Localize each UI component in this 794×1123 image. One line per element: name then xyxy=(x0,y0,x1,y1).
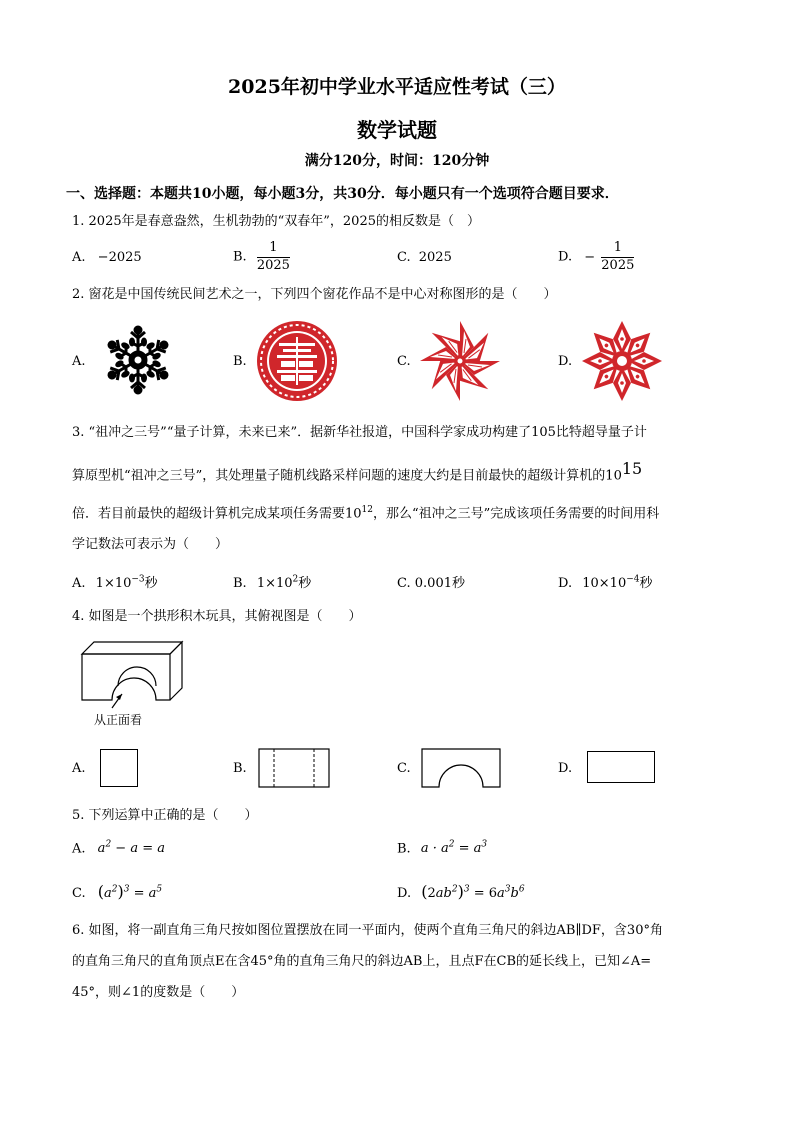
numerator: 1 xyxy=(257,240,290,258)
question-6-line-1: 6. 如图，将一副直角三角尺按如图位置摆放在同一平面内，使两个直角三角尺的斜边AB∥DF，含30°角 xyxy=(72,923,663,938)
flower-paper-cut-icon xyxy=(580,319,664,407)
exam-title: 2025年初中学业水平适应性考试（三） xyxy=(228,76,566,98)
q5-b-expression: $a \cdot a^2 = a^3$ xyxy=(420,840,488,857)
q3-line3-text-b: ，那么“祖冲之三号”完成该项任务需要的时间用科 xyxy=(373,506,660,522)
denominator: 2025 xyxy=(601,258,635,273)
minus-sign: − xyxy=(584,249,596,265)
score-time-line: 满分120分，时间：120分钟 xyxy=(304,153,490,169)
denominator: 2025 xyxy=(256,258,290,273)
exponent: 2 xyxy=(292,574,299,585)
q3-option-c xyxy=(397,572,465,591)
q2-option-c-label: C. xyxy=(397,354,411,369)
q1-option-b xyxy=(233,240,290,274)
exam-subtitle: 数学试题 xyxy=(357,118,437,142)
rectangle-view-figure xyxy=(587,751,655,783)
snowflake-paper-cut-icon xyxy=(100,322,176,402)
option-label: A. xyxy=(72,841,86,857)
q4-option-c-label: C. xyxy=(397,761,411,776)
q3-option-d xyxy=(558,572,653,591)
arch-view-figure xyxy=(421,748,501,792)
unit: 秒 xyxy=(144,576,158,591)
unit: 秒 xyxy=(639,576,653,591)
option-value: 10×10 xyxy=(582,576,627,591)
option-value: 1×10 xyxy=(95,576,132,591)
option-value: 1×10 xyxy=(256,576,293,591)
unit: 秒 xyxy=(298,576,312,591)
q2-option-d-label: D. xyxy=(558,354,573,369)
q3-exponent: 12 xyxy=(361,505,373,515)
question-6-line-2: 的直角三角尺的直角顶点E在含45°角的直角三角尺的斜边AB上，且点F在CB的延长线上，已知∠A= xyxy=(72,954,652,969)
option-label: D. xyxy=(558,576,573,591)
q5-option-d xyxy=(397,882,525,901)
option-value: 0.001秒 xyxy=(414,576,465,591)
question-2-text: 2. 窗花是中国传统民间艺术之一，下列四个窗花作品不是中心对称图形的是（ ） xyxy=(72,287,557,302)
q1-option-c xyxy=(397,250,452,265)
q3-option-a xyxy=(72,572,158,591)
option-label: D. xyxy=(558,249,573,265)
q5-a-expression: $a^2 - a = a$ xyxy=(97,840,165,857)
question-1-text: 1. 2025年是春意盎然，生机勃勃的“双春年”，2025的相反数是（ ） xyxy=(72,214,480,229)
option-label: C. xyxy=(397,576,411,591)
option-label: B. xyxy=(233,249,247,265)
question-3-line-1: 3. “祖冲之三号”“量子计算，未来已来”．据新华社报道，中国科学家成功构建了105比特超导量子计 xyxy=(72,425,647,440)
q3-line3-text-a: 倍．若目前最快的超级计算机完成某项任务需要10 xyxy=(72,506,362,522)
q4-option-d-label: D. xyxy=(558,761,573,776)
figure-caption: 从正面看 xyxy=(94,713,143,727)
q1-option-d xyxy=(558,240,634,274)
q4-option-a-label: A. xyxy=(72,761,86,776)
q5-d-expression: $(2ab^2)^3 = 6a^3b^6$ xyxy=(421,882,525,901)
option-value: 2025 xyxy=(418,250,452,265)
option-label: C. xyxy=(72,886,86,901)
question-5-text: 5. 下列运算中正确的是（ ） xyxy=(72,808,258,823)
q5-option-a xyxy=(72,840,165,856)
exponent: −3 xyxy=(131,574,145,585)
numerator: 1 xyxy=(601,240,634,258)
question-3-line-4: 学记数法可表示为（ ） xyxy=(72,537,229,552)
q3-line2-text: 算原型机“祖冲之三号”，其处理量子随机线路采样问题的速度大约是目前最快的超级计算机的10 xyxy=(72,468,622,484)
option-value: −2025 xyxy=(97,250,142,265)
pinwheel-paper-cut-icon xyxy=(418,319,502,407)
square-view-figure xyxy=(100,749,138,787)
option-label: B. xyxy=(233,576,247,591)
exponent: −4 xyxy=(626,574,640,585)
double-happiness-paper-cut-icon xyxy=(255,319,339,407)
q2-option-a-label: A. xyxy=(72,354,86,369)
q4-option-b-label: B. xyxy=(233,761,247,776)
option-label: A. xyxy=(72,576,86,591)
fraction xyxy=(601,240,634,274)
option-label: C. xyxy=(397,250,411,265)
question-6-line-3: 45°，则∠1的度数是（ ） xyxy=(72,985,245,1000)
option-label: D. xyxy=(397,886,412,901)
question-3-line-3 xyxy=(72,500,659,524)
dashed-rectangle-view-figure xyxy=(258,748,330,792)
option-label: B. xyxy=(397,841,411,857)
question-4-text: 4. 如图是一个拱形积木玩具，其俯视图是（ ） xyxy=(72,609,362,624)
arch-block-figure xyxy=(78,640,188,714)
question-3-line-2 xyxy=(72,459,642,486)
option-label: A. xyxy=(72,250,86,265)
q5-option-c xyxy=(72,882,162,901)
q2-option-b-label: B. xyxy=(233,354,247,369)
fraction xyxy=(257,240,290,274)
q1-option-a xyxy=(72,250,142,265)
q3-exponent: 15 xyxy=(621,459,643,478)
section-heading: 一、选择题：本题共10小题，每小题3分，共30分．每小题只有一个选项符合题目要求． xyxy=(66,186,619,202)
q5-option-b xyxy=(397,840,487,856)
q3-option-b xyxy=(233,572,311,591)
q5-c-expression: $(a^2)^3 = a^5$ xyxy=(97,882,163,901)
